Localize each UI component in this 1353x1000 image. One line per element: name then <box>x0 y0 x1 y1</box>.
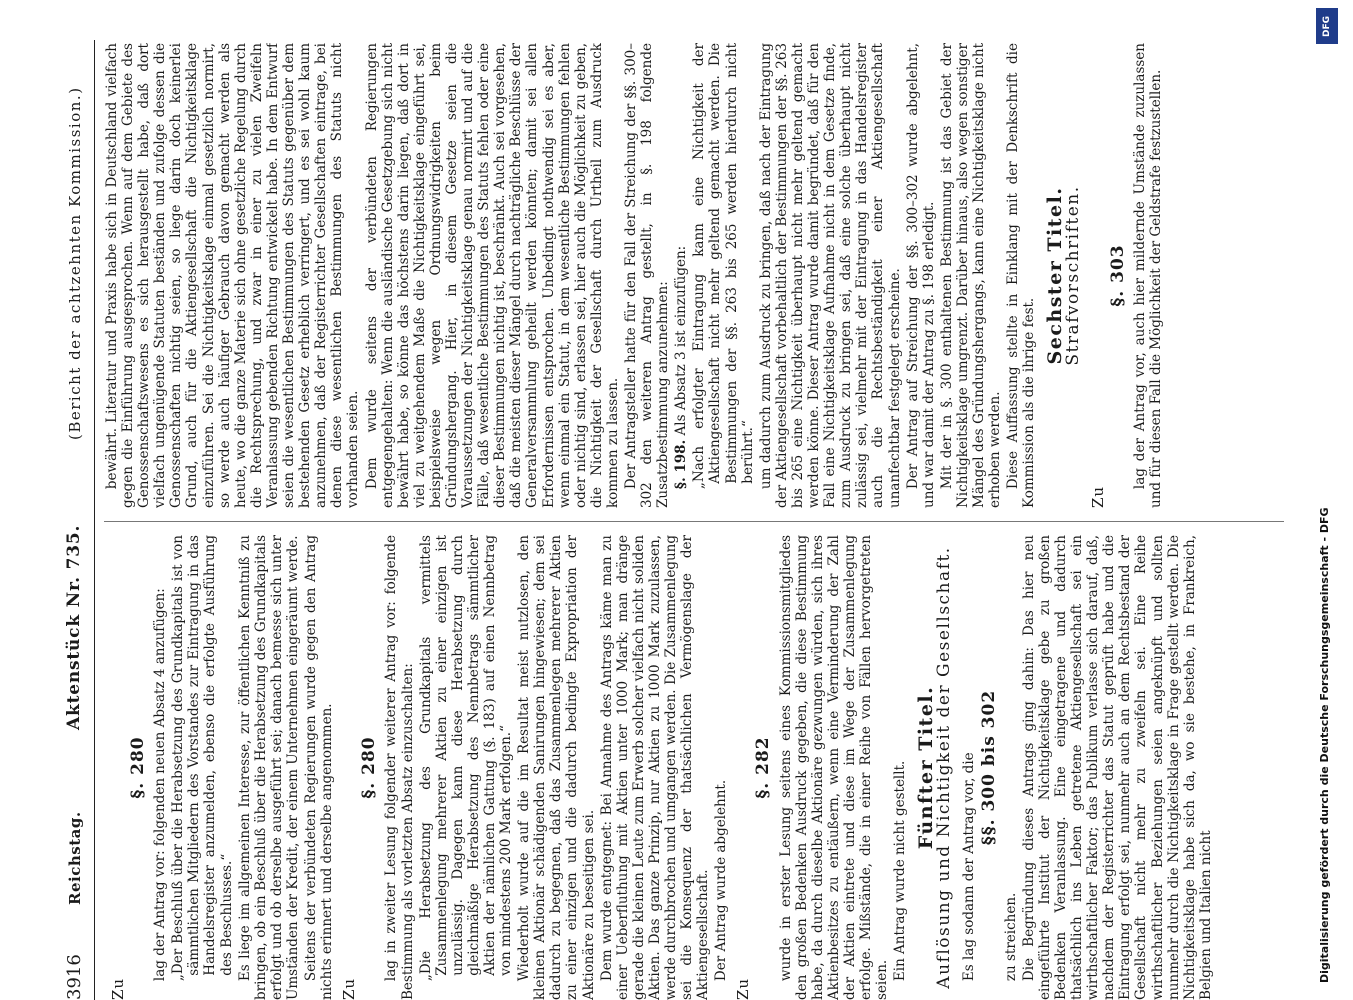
section-heading: §. 280 <box>128 736 149 799</box>
paragraph: zu streichen. <box>1002 892 1019 982</box>
title-subheading: Strafvorschriften. <box>1063 185 1084 366</box>
header-document-number: Aktenstück Nr. 735. <box>64 524 84 730</box>
paragraph: Der Antragsteller hatte für den Fall der Streichung der §§. 300–302 den weiteren Antrag gestellt, in §. 198 folgende Zusatzbestimmung anzunehmen: <box>623 43 672 508</box>
zu-label: Zu <box>109 977 127 1000</box>
paragraph: Es lag sodann der Antrag vor, die <box>960 752 977 982</box>
section-heading: §§. 300 bis 302 <box>978 689 999 846</box>
paragraph: Es liege im allgemeinen Interesse, zur öffentlichen Kenntniß zu bringen, ob ein Beschluß über die Herabsetzung des Grundkapitals erfolgt und ob derselbe ausgeführt sei; danach bemesse sich unter Umständen der Kredit, der einem Unternehmen eingeräumt werde. <box>236 535 301 1000</box>
paragraph: Seitens der verbündeten Regierungen wurde gegen den Antrag nichts erinnert und derselbe angenommen. <box>303 535 336 1000</box>
quoted-amendment: „Die Herabsetzung des Grundkapitals vermittels Zusammenlegung mehrerer Aktien zu einer einzigen ist unzulässig. Dagegen kann diese Herabsetzung durch gleichmäßige Herabsetzung des Nennbetrags sämmtlicher Aktien der nämlichen Gattung (§. 183) auf einen Nennbetrag von mindestens 200 Mark erfolgen.“ <box>417 535 515 982</box>
paragraph: wurde in erster Lesung seitens eines Kommissionsmitgliedes den großen Bedenken Ausdruck gegeben, die diese Bestimmung habe, da durch dieselbe Aktionäre gezwungen würden, sich ihres Aktienbesitzes zu entäußern, wenn eine Verminderung der Zahl der Aktien eintrete und diese im Wege der Zusammenlegung erfolge. Mißstände, die in einer Reihe von Fällen hervorgetreten seien. <box>777 535 891 1000</box>
paragraph <box>673 43 689 508</box>
quoted-amendment: „Nach erfolgter Eintragung kann eine Nichtigkeit der Aktiengesellschaft nicht mehr geltend gemacht werden. Die Bestimmungen der §§. 263 bis 265 werden hierdurch nicht berührt.“ <box>691 43 756 490</box>
page-number: 3916 <box>64 954 85 1000</box>
header-left-title: Reichstag. <box>66 811 84 905</box>
paragraph: Der Antrag wurde abgelehnt. <box>713 779 730 982</box>
dfg-logo: DFG <box>1316 8 1338 44</box>
section-heading: §. 303 <box>1107 244 1128 307</box>
title-heading: Sechster Titel. <box>1044 186 1067 365</box>
title-heading: Fünfter Titel. <box>915 685 938 850</box>
header-rule <box>94 40 95 1000</box>
paragraph: Dem wurde entgegnet: Bei Annahme des Antrags käme man zu einer Ueberfluthung mit Aktien unter 1000 Mark; man dränge gerade die kleinen Leute zum Erwerb solcher vielfach nicht soliden Aktien. Das ganze Prinzip, nur Aktien zu 1000 Mark zuzulassen, werde durchbrochen und umgangen werden. Die Zusammenlegung sei die Konsequenz der thatsächlichen Vermögenslage der Aktiengesellschaft. <box>598 535 712 1000</box>
paragraph: Ein Antrag wurde nicht gestellt. <box>892 760 909 982</box>
page-header <box>58 0 92 1000</box>
paragraph: Der Antrag auf Streichung der §§. 300–302 wurde abgelehnt, und war damit der Antrag zu §. 198 erledigt. <box>904 43 937 508</box>
section-heading: §. 198. <box>673 439 690 490</box>
column-divider <box>104 521 1284 522</box>
zu-label: Zu <box>1088 485 1107 508</box>
paragraph: lag in zweiter Lesung folgender weiterer Antrag vor: folgende Bestimmung als vorletzten Absatz einzuschalten: <box>383 535 416 1000</box>
paragraph: Dem wurde seitens der verbündeten Regierungen entgegengehalten: Wenn die ausländische Gesetzgebung sich nicht bewährt habe, so könne das höchstens darin liegen, daß dort in viel zu weitgehendem Maße die Nichtigkeitsklage eingeführt sei, beispielsweise wegen Ordnungswidrigkeiten beim Gründungshergang. Hier, in diesem Gesetze seien die Voraussetzungen der Nichtigkeitsklage genau normirt und auf die Fälle, daß wesentliche Bestimmungen des Statuts fehlen oder eine dieser Bestimmungen nichtig ist, beschränkt. Auch sei vorgesehen, daß die meisten dieser Mängel durch nachträgliche Beschlüsse der Generalversammlung geheilt werden könnten; damit sei allen Erfordernissen entsprochen. Unbedingt nothwendig sei es aber, wenn einmal ein Statut, in dem wesentliche Bestimmungen fehlen oder nichtig sind, erlassen sei, hier auch die Möglichkeit zu geben, die Nichtigkeit der Gesellschaft durch Urtheil zum Ausdruck kommen zu lassen. <box>363 43 621 508</box>
paragraph: um dadurch zum Ausdruck zu bringen, daß nach der Eintragung der Aktiengesellschaft vorbehaltlich der Bestimmungen der §§. 263 bis 265 eine Nichtigkeit überhaupt nicht mehr geltend gemacht werden könne. Dieser Antrag wurde damit begründet, daß für den Fall eine Nichtigkeitsklage Aufnahme nicht in dem Gesetze finde, zum Ausdruck zu bringen sei, daß eine solche überhaupt nicht zulässig sei, vielmehr mit der Eintragung in das Handelsregister auch die Rechtsbeständigkeit einer Aktiengesellschaft unanfechtbar festgelegt erscheine. <box>757 43 903 508</box>
paragraph: Mit der in §. 300 enthaltenen Bestimmung ist das Gebiet der Nichtigkeitsklage umgrenzt. Darüber hinaus, also wegen sonstiger Mängel des Gründungshergangs, kann eine Nichtigkeitsklage nicht erhoben werden. <box>938 43 1004 508</box>
header-report-title: (Bericht der achtzehnten Kommission.) <box>66 86 84 440</box>
paragraph: Wiederholt wurde auf die im Resultat meist nutzlosen, den kleinen Aktionär schädigenden Sanirungen hingewiesen; dem sei dadurch zu begegnen, daß das Zusammenlegen mehrerer Aktien zu einer einzigen und die dadurch bedingte Expropriation der Aktionäre zu beseitigen sei. <box>516 535 597 1000</box>
quoted-amendment: „Der Beschluß über die Herabsetzung des Grundkapitals ist von sämmtlichen Mitgliedern des Vorstandes zur Eintragung in das Handelsregister anzumelden, ebenso die erfolgte Ausführung des Beschlusses.“ <box>170 535 235 982</box>
zu-label: Zu <box>340 977 359 1000</box>
digitization-credit: Digitalisierung gefördert durch die Deutsche Forschungsgemeinschaft - DFG <box>1318 507 1331 983</box>
left-text-column <box>104 535 1304 1000</box>
paragraph: Die Begründung dieses Antrags ging dahin: Das hier neu eingeführte Institut der Nichtigkeitsklage gebe zu großen Bedenken Veranlassung. Eine eingetragene und dadurch thatsächlich ins Leben getretene Aktiengesellschaft sei ein wirthschaftlicher Faktor; das Publikum verlasse sich darauf, daß, nachdem der Registerrichter das Statut geprüft habe und die Eintragung erfolgt sei, nunmehr auch an dem Rechtsbestand der Gesellschaft nicht mehr zu zweifeln sei. Eine Reihe wirthschaftlicher Beziehungen seien angeknüpft und sollten nunmehr durch die Nichtigkeitsklage in Frage gestellt werden. Die Nichtigkeitsklage habe sich da, wo sie bestehe, in Frankreich, Belgien und Italien nicht <box>1020 535 1214 1000</box>
paragraph: lag der Antrag vor, auch hier mildernde Umstände zuzulassen und für diesen Fall die Möglichkeit der Geldstrafe festzustellen. <box>1131 43 1164 508</box>
document-page <box>58 0 1318 1000</box>
paragraph: bewährt. Literatur und Praxis habe sich in Deutschland vielfach gegen die Einführung ausgesprochen. Wenn auf dem Gebiete des Genossenschaftswesens es sich herausgestellt habe, daß dort vielfach ungenügende Statuten beständen und zufolge dessen die Genossenschaften nichtig seien, so liege darin doch keinerlei Grund, auch für die Aktiengesellschaft die Nichtigkeitsklage einzuführen. Sei die Nichtigkeitsklage einmal gesetzlich normirt, so werde auch häufiger Gebrauch davon gemacht werden als heute, wo die ganze Materie sich ohne gesetzliche Regelung durch die Rechtsprechung, und zwar in einer zu vielen Zweifeln Veranlassung gebenden Richtung entwickelt habe. In dem Entwurf seien die wesentlichen Bestimmungen des Statuts gegenüber dem bestehenden Gesetz erheblich verringert, und es sei wohl kaum anzunehmen, daß der Registerrichter Gesellschaften eintrage, bei denen diese wesentlichen Bestimmungen des Statuts nicht vorhanden seien. <box>104 43 362 508</box>
digitization-stamp <box>1310 8 1342 992</box>
section-heading: §. 282 <box>753 736 774 799</box>
zu-label: Zu <box>734 977 753 1000</box>
section-heading: §. 280 <box>359 736 380 799</box>
paragraph-text: Als Absatz 3 ist einzufügen: <box>673 245 690 436</box>
title-subheading: Auflösung und Nichtigkeit der Gesellschaft. <box>934 546 955 989</box>
right-text-column <box>104 43 1304 508</box>
paragraph: lag der Antrag vor: folgenden neuen Absatz 4 anzufügen: <box>152 588 169 982</box>
paragraph: Diese Auffassung stellte in Einklang mit der Denkschrift die Kommission als die ihrige fest. <box>1005 43 1038 508</box>
